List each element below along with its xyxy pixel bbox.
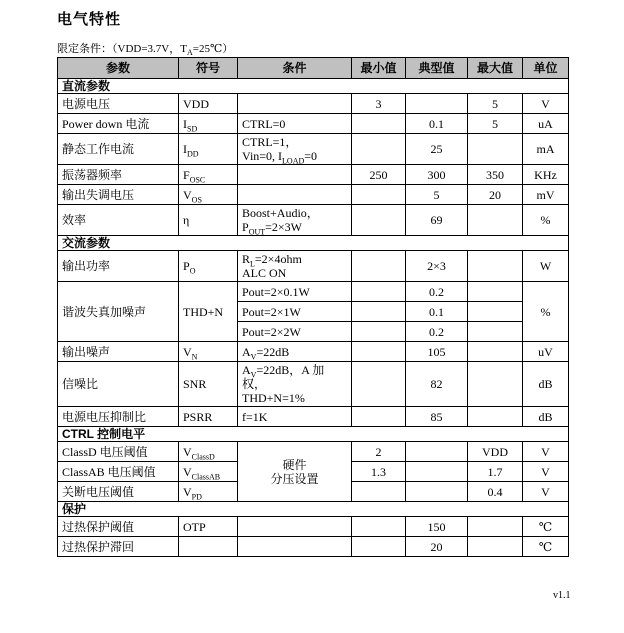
table-cell: ClassAB 电压阈值 — [58, 462, 179, 482]
table-cell: CTRL=0 — [238, 114, 352, 134]
table-cell: 输出失调电压 — [58, 185, 179, 205]
table-cell: V — [523, 442, 569, 462]
table-cell — [406, 482, 468, 502]
table-cell: 电源电压抑制比 — [58, 407, 179, 427]
table-cell: 谐波失真加噪声 — [58, 282, 179, 342]
table-cell: $V_N$ — [179, 342, 238, 362]
table-row — [58, 134, 569, 165]
table-cell — [468, 134, 523, 165]
table-cell: % — [523, 282, 569, 342]
table-row — [58, 362, 569, 407]
table-cell — [179, 537, 238, 557]
table-cell — [352, 205, 406, 236]
table-cell — [468, 205, 523, 236]
table-cell — [352, 362, 406, 407]
table-cell: ClassD 电压阈值 — [58, 442, 179, 462]
section-row — [58, 502, 569, 517]
table-cell: 3 — [352, 94, 406, 114]
table-row — [58, 537, 569, 557]
table-cell: Boost+Audio， $P_{OUT}=2\times 3W$ — [238, 205, 352, 236]
table-cell: 25 — [406, 134, 468, 165]
table-cell: η — [179, 205, 238, 236]
header-row — [58, 58, 569, 79]
table-cell: mV — [523, 185, 569, 205]
table-cell — [468, 251, 523, 282]
table-cell: $V_{OS}$ — [179, 185, 238, 205]
table-cell: 0.2 — [406, 322, 468, 342]
table-cell: 105 — [406, 342, 468, 362]
table-cell: 5 — [468, 94, 523, 114]
table-cell — [468, 282, 523, 302]
table-cell — [468, 302, 523, 322]
table-row — [58, 165, 569, 185]
table-cell — [238, 94, 352, 114]
table-cell — [238, 165, 352, 185]
table-cell: 69 — [406, 205, 468, 236]
column-header: 最大值 — [468, 58, 523, 79]
table-cell — [468, 362, 523, 407]
table-cell: $R_L=2\times 4ohm$ ALC ON — [238, 251, 352, 282]
table-cell: THD+N — [179, 282, 238, 342]
table-cell: SNR — [179, 362, 238, 407]
column-header: 单位 — [523, 58, 569, 79]
table-cell: 2 — [352, 442, 406, 462]
table-cell: V — [523, 482, 569, 502]
table-cell: OTP — [179, 517, 238, 537]
electrical-characteristics-table — [57, 57, 569, 557]
table-cell: 82 — [406, 362, 468, 407]
table-cell: mA — [523, 134, 569, 165]
table-row — [58, 442, 569, 462]
table-cell: % — [523, 205, 569, 236]
table-row — [58, 114, 569, 134]
section-row — [58, 427, 569, 442]
table-cell — [352, 537, 406, 557]
table-cell: Pout=2×1W — [238, 302, 352, 322]
table-cell: 过热保护阈值 — [58, 517, 179, 537]
page-title: 电气特性 — [57, 11, 122, 28]
section-label: 直流参数 — [58, 79, 569, 94]
table-cell — [352, 322, 406, 342]
table-cell — [352, 114, 406, 134]
table-row — [58, 407, 569, 427]
table-cell: V — [523, 94, 569, 114]
column-header: 参数 — [58, 58, 179, 79]
table-row — [58, 342, 569, 362]
table-cell: 0.2 — [406, 282, 468, 302]
table-cell — [468, 407, 523, 427]
table-cell: $F_{OSC}$ — [179, 165, 238, 185]
column-header: 条件 — [238, 58, 352, 79]
table-cell: 350 — [468, 165, 523, 185]
table-cell: 5 — [468, 114, 523, 134]
table-cell: dB — [523, 362, 569, 407]
table-row — [58, 517, 569, 537]
column-header: 符号 — [179, 58, 238, 79]
table-cell — [406, 442, 468, 462]
table-cell: 2×3 — [406, 251, 468, 282]
table-cell: V — [523, 462, 569, 482]
table-cell: $A_V=22dB$ — [238, 342, 352, 362]
table-cell — [352, 282, 406, 302]
table-cell: 效率 — [58, 205, 179, 236]
table-cell: dB — [523, 407, 569, 427]
table-cell: 静态工作电流 — [58, 134, 179, 165]
table-cell — [468, 322, 523, 342]
table-cell — [352, 251, 406, 282]
table-cell: 硬件 分压设置 — [238, 442, 352, 502]
test-conditions: 限定条件：（VDD=3.7V，$T_A=25℃$） — [57, 43, 234, 58]
table-cell — [352, 302, 406, 322]
section-label: 交流参数 — [58, 236, 569, 251]
table-cell — [352, 407, 406, 427]
table-cell — [468, 537, 523, 557]
column-header: 最小值 — [352, 58, 406, 79]
table-row — [58, 282, 569, 302]
table-cell: 150 — [406, 517, 468, 537]
table-row — [58, 185, 569, 205]
table-cell — [238, 537, 352, 557]
table-cell: CTRL=1， Vin=0, $I_{LOAD}=0$ — [238, 134, 352, 165]
table-cell: $V_{ClassAB}$ — [179, 462, 238, 482]
table-cell: 输出功率 — [58, 251, 179, 282]
table-cell: Power down 电流 — [58, 114, 179, 134]
table-cell: 0.4 — [468, 482, 523, 502]
table-row — [58, 251, 569, 282]
table-cell — [468, 517, 523, 537]
table-cell: 信噪比 — [58, 362, 179, 407]
table-cell: 20 — [468, 185, 523, 205]
table-cell — [352, 517, 406, 537]
table-cell — [352, 342, 406, 362]
table-cell: $P_O$ — [179, 251, 238, 282]
table-cell: PSRR — [179, 407, 238, 427]
table-cell — [238, 185, 352, 205]
table-cell — [406, 94, 468, 114]
table-cell: 1.3 — [352, 462, 406, 482]
table-cell: VDD — [468, 442, 523, 462]
table-body — [58, 79, 569, 557]
table-cell: W — [523, 251, 569, 282]
table-cell: $I_{DD}$ — [179, 134, 238, 165]
table-cell: 300 — [406, 165, 468, 185]
document-version: v1.1 — [553, 590, 571, 601]
table-cell: uV — [523, 342, 569, 362]
table-cell: 20 — [406, 537, 468, 557]
table-cell: $V_{PD}$ — [179, 482, 238, 502]
table-cell: 输出噪声 — [58, 342, 179, 362]
section-row — [58, 236, 569, 251]
section-label: CTRL 控制电平 — [58, 427, 569, 442]
table-cell — [406, 462, 468, 482]
table-cell: Pout=2×0.1W — [238, 282, 352, 302]
table-cell: ℃ — [523, 537, 569, 557]
table-cell: 0.1 — [406, 114, 468, 134]
table-cell: 250 — [352, 165, 406, 185]
section-label: 保护 — [58, 502, 569, 517]
table-cell: f=1K — [238, 407, 352, 427]
table-cell: 85 — [406, 407, 468, 427]
table-cell — [352, 482, 406, 502]
table-cell: uA — [523, 114, 569, 134]
table-cell: $I_{SD}$ — [179, 114, 238, 134]
table-cell: $V_{ClassD}$ — [179, 442, 238, 462]
table-cell — [238, 517, 352, 537]
table-cell: 电源电压 — [58, 94, 179, 114]
table-cell: 振荡器频率 — [58, 165, 179, 185]
table-cell: 0.1 — [406, 302, 468, 322]
table-cell — [468, 342, 523, 362]
table-cell: VDD — [179, 94, 238, 114]
table-row — [58, 94, 569, 114]
section-row — [58, 79, 569, 94]
table-cell — [352, 134, 406, 165]
table-cell: 1.7 — [468, 462, 523, 482]
table-cell: ℃ — [523, 517, 569, 537]
table-cell: KHz — [523, 165, 569, 185]
table-cell: Pout=2×2W — [238, 322, 352, 342]
table-cell: $A_V=22dB$，A 加权， THD+N=1% — [238, 362, 352, 407]
table-cell: 关断电压阈值 — [58, 482, 179, 502]
table-cell — [352, 185, 406, 205]
table-cell: 5 — [406, 185, 468, 205]
table-cell: 过热保护滞回 — [58, 537, 179, 557]
table-row — [58, 205, 569, 236]
column-header: 典型值 — [406, 58, 468, 79]
